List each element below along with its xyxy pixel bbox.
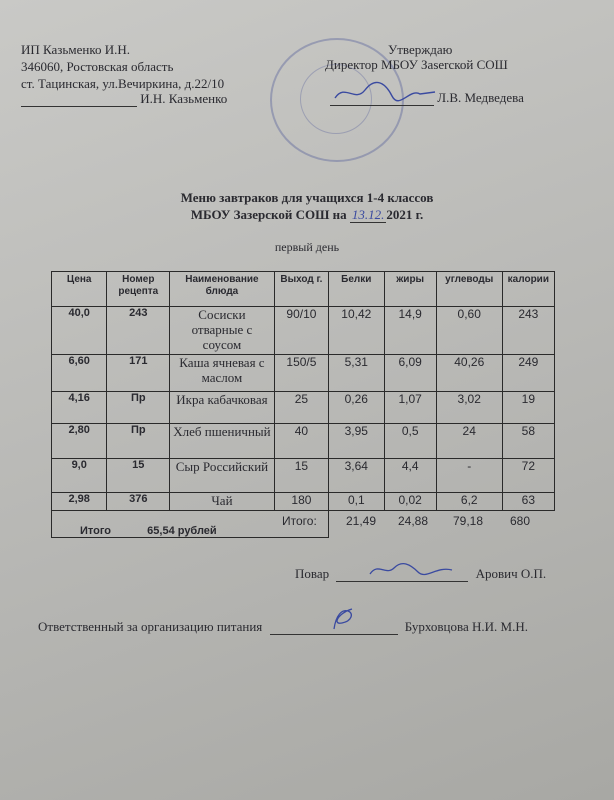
- menu-table: [51, 271, 555, 538]
- table-header-row: [52, 272, 555, 307]
- cell-output: 40: [274, 424, 328, 459]
- cell-protein: 0,26: [329, 392, 384, 424]
- responsible-label: Ответственный за организацию питания: [38, 619, 263, 634]
- responsible-line: [38, 619, 528, 635]
- cell-output: 90/10: [274, 307, 328, 355]
- responsible-name: Бурховцова Н.И. М.Н.: [404, 619, 528, 634]
- cell-price: 6,60: [52, 355, 107, 392]
- cell-dish: Сыр Российский: [170, 459, 275, 493]
- org-name: ИП Казьменко И.Н.: [21, 42, 130, 57]
- menu-year: 2021 г.: [386, 207, 424, 222]
- cell-dish: Сосиски отварные с соусом: [170, 307, 275, 355]
- cook-signature: [366, 558, 456, 580]
- table-row: [52, 459, 555, 493]
- table-row: [52, 493, 555, 511]
- cell-carbs: 40,26: [436, 355, 502, 392]
- responsible-signature-blank: [270, 634, 398, 635]
- cell-output: 150/5: [274, 355, 328, 392]
- cell-protein: 5,31: [329, 355, 384, 392]
- cell-fat: 4,4: [384, 459, 436, 493]
- day-label: первый день: [274, 240, 340, 254]
- org-address-street: ст. Тацинская, ул.Вечиркина, д.22/10: [21, 76, 225, 91]
- menu-date: 13.12.: [351, 207, 385, 222]
- cell-fat: 0,02: [384, 493, 436, 511]
- cell-carbs: -: [436, 459, 502, 493]
- col-header-recipe: Номер рецепта: [107, 272, 170, 307]
- cell-dish: Икра кабачковая: [170, 392, 275, 424]
- school-name: МБОУ Зазерской СОШ на: [190, 207, 347, 222]
- cook-label: Повар: [295, 566, 330, 581]
- col-header-price: Цена: [52, 272, 107, 307]
- cell-carbs: 3,02: [436, 392, 502, 424]
- cell-recipe: 15: [107, 459, 170, 493]
- col-header-fat: жиры: [384, 272, 436, 307]
- menu-title: Меню завтраков для учащихся 1-4 классов: [180, 190, 434, 205]
- cell-price: 40,0: [52, 307, 107, 355]
- cell-fat: 1,07: [384, 392, 436, 424]
- col-header-output: Выход г.: [274, 272, 328, 307]
- director-signature: [330, 78, 440, 106]
- total-sum: 65,54 рублей: [147, 525, 217, 537]
- org-signatory-name: И.Н. Казьменко: [140, 91, 228, 106]
- cell-carbs: 0,60: [436, 307, 502, 355]
- table-row: [52, 424, 555, 459]
- total-label: Итого: [80, 525, 112, 537]
- total-carbs: 79,18: [453, 514, 484, 528]
- cell-kcal: 243: [502, 307, 554, 355]
- col-header-dish: Наименование блюда: [170, 272, 275, 307]
- col-header-kcal: калории: [502, 272, 554, 307]
- responsible-signature: [328, 605, 358, 633]
- cell-dish: Хлеб пшеничный: [170, 424, 275, 459]
- total-protein: 21,49: [346, 514, 377, 528]
- org-address-region: 346060, Ростовская область: [21, 59, 174, 74]
- cell-protein: 10,42: [329, 307, 384, 355]
- cook-name: Арович О.П.: [475, 566, 547, 581]
- approve-label: Утверждаю: [388, 42, 453, 57]
- cell-dish: Чай: [170, 493, 275, 511]
- cell-kcal: 19: [502, 392, 554, 424]
- cell-price: 2,98: [52, 493, 107, 511]
- cell-kcal: 72: [502, 459, 554, 493]
- cell-recipe: Пр: [107, 424, 170, 459]
- cell-kcal: 58: [502, 424, 554, 459]
- table-row: [52, 307, 555, 355]
- cell-recipe: 376: [107, 493, 170, 511]
- col-header-carbs: углеводы: [436, 272, 502, 307]
- table-row: [52, 392, 555, 424]
- cell-protein: 3,64: [329, 459, 384, 493]
- cell-carbs: 6,2: [436, 493, 502, 511]
- cell-output: 25: [274, 392, 328, 424]
- cell-recipe: 171: [107, 355, 170, 392]
- cell-price: 2,80: [52, 424, 107, 459]
- itogo-label: Итого:: [282, 514, 317, 528]
- cell-fat: 0,5: [384, 424, 436, 459]
- menu-subtitle: [0, 206, 614, 223]
- cell-price: 4,16: [52, 392, 107, 424]
- cell-carbs: 24: [436, 424, 502, 459]
- col-header-protein: Белки: [329, 272, 384, 307]
- cell-fat: 6,09: [384, 355, 436, 392]
- director-position: Директор МБОУ Заserской СОШ: [325, 57, 508, 72]
- cell-output: 180: [274, 493, 328, 511]
- cell-kcal: 249: [502, 355, 554, 392]
- cell-recipe: Пр: [107, 392, 170, 424]
- director-name: Л.В. Медведева: [437, 90, 524, 105]
- cell-protein: 0,1: [329, 493, 384, 511]
- table-row: [52, 355, 555, 392]
- cell-fat: 14,9: [384, 307, 436, 355]
- cell-kcal: 63: [502, 493, 554, 511]
- cell-dish: Каша ячневая с маслом: [170, 355, 275, 392]
- signature-blank: [21, 106, 137, 107]
- cell-price: 9,0: [52, 459, 107, 493]
- cell-protein: 3,95: [329, 424, 384, 459]
- total-fat: 24,88: [398, 514, 429, 528]
- org-signature-line: [21, 91, 227, 107]
- total-kcal: 680: [510, 514, 531, 528]
- cell-output: 15: [274, 459, 328, 493]
- cook-signature-blank: [336, 581, 468, 582]
- cell-recipe: 243: [107, 307, 170, 355]
